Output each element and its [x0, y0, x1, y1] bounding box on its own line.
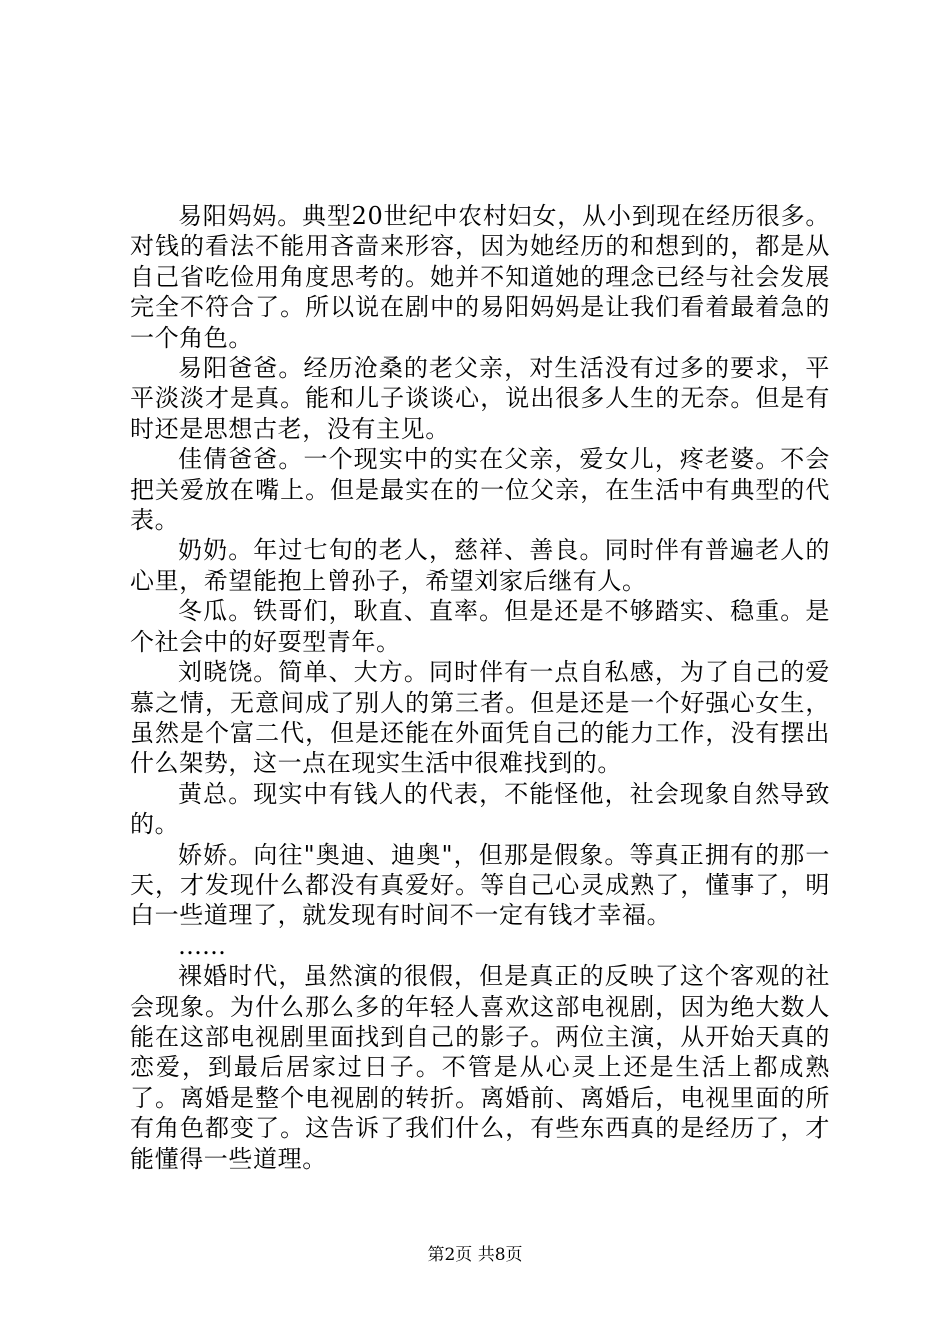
paragraph-jiaqian-father: 佳倩爸爸。一个现实中的实在父亲，爱女儿，疼老婆。不会把关爱放在嘴上。但是最实在的一位父亲，在生活中有典型的代表。 [130, 445, 830, 535]
paragraph-conclusion: 裸婚时代，虽然演的很假，但是真正的反映了这个客观的社会现象。为什么那么多的年轻人喜欢这部电视剧，因为绝大数人能在这部电视剧里面找到自己的影子。两位主演，从开始天真的恋爱，到最后居家过日子。不管是从心灵上还是生活上都成熟了。离婚是整个电视剧的转折。离婚前、离婚后，电视里面的所有角色都变了。这告诉了我们什么，有些东西真的是经历了，才能懂得一些道理。 [130, 962, 830, 1173]
paragraph-donggua: 冬瓜。铁哥们，耿直、直率。但是还是不够踏实、稳重。是个社会中的好耍型青年。 [130, 597, 830, 656]
paragraph-yiyang-mother: 易阳妈妈。典型20世纪中农村妇女，从小到现在经历很多。对钱的看法不能用吝啬来形容，因为她经历的和想到的，都是从自己省吃俭用角度思考的。她并不知道她的理念已经与社会发展完全不符合了。所以说在剧中的易阳妈妈是让我们看着最着急的一个角色。 [130, 202, 830, 352]
paragraph-huang-zong: 黄总。现实中有钱人的代表，不能怪他，社会现象自然导致的。 [130, 779, 830, 839]
paragraph-grandmother: 奶奶。年过七旬的老人，慈祥、善良。同时伴有普遍老人的心里，希望能抱上曾孙子，希望刘家后继有人。 [130, 536, 830, 595]
document-body [130, 201, 830, 1174]
paragraph-ellipsis: …… [178, 931, 226, 960]
paragraph-liu-xiaorao: 刘晓饶。简单、大方。同时伴有一点自私感，为了自己的爱慕之情，无意间成了别人的第三者。但是还是一个好强心女生，虽然是个富二代，但是还能在外面凭自己的能力工作，没有摆出什么架势，这一点在现实生活中很难找到的。 [130, 658, 830, 778]
paragraph-yiyang-father: 易阳爸爸。经历沧桑的老父亲，对生活没有过多的要求，平平淡淡才是真。能和儿子谈谈心，说出很多人生的无奈。但是有时还是思想古老，没有主见。 [130, 354, 830, 443]
paragraph-jiaojiao: 娇娇。向往"奥迪、迪奥"，但那是假象。等真正拥有的那一天，才发现什么都没有真爱好。等自己心灵成熟了，懂事了，明白一些道理了，就发现有时间不一定有钱才幸福。 [130, 840, 830, 930]
page-number-footer: 第2页 共8页 [427, 1245, 523, 1265]
